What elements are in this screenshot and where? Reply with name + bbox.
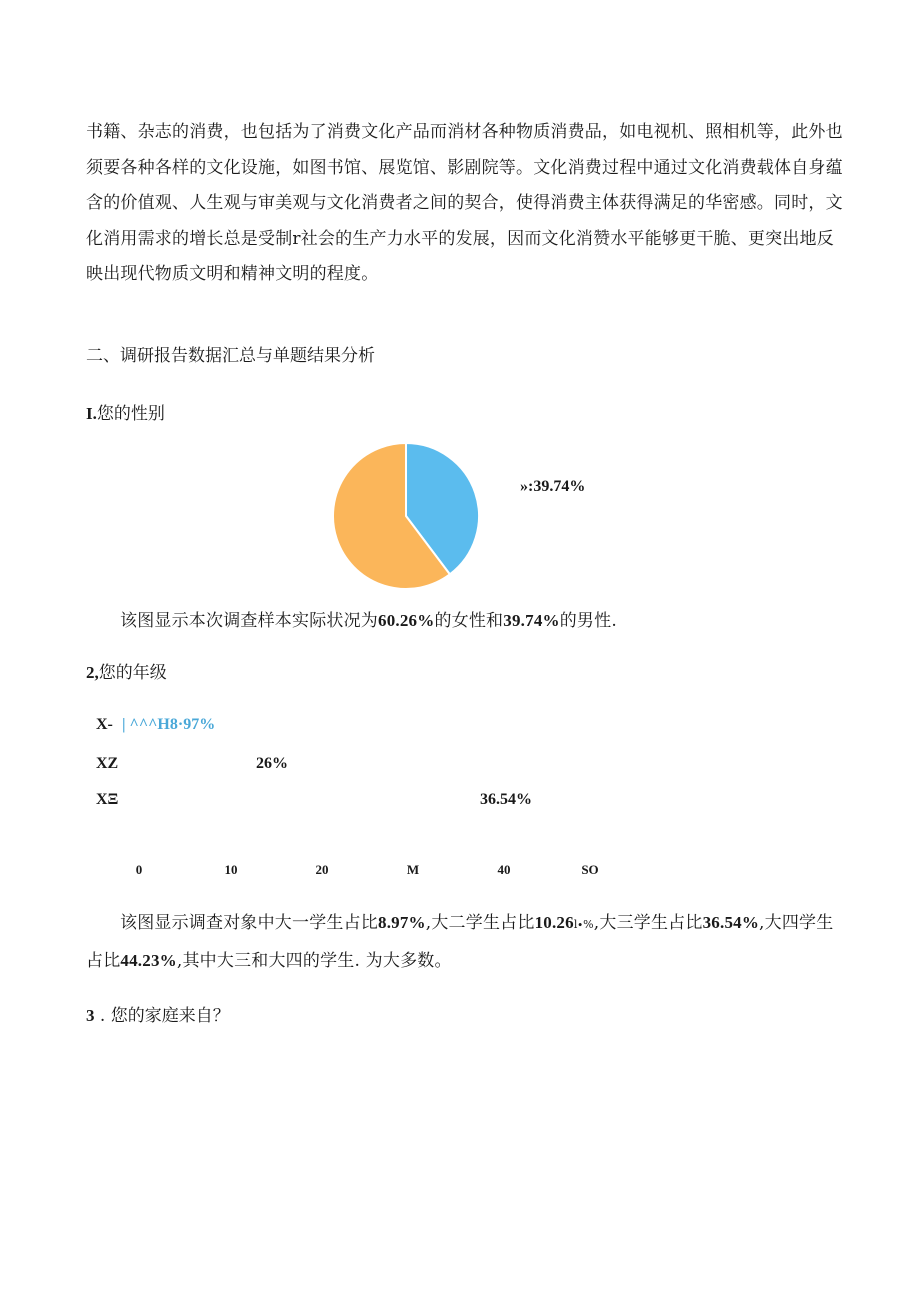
question-2-heading: [86, 658, 167, 683]
x-axis-tick: 10: [224, 862, 238, 877]
question-2-number: 2,: [86, 663, 99, 682]
q2-desc-text-5: ,其中大三和大四的学生. 为大多数。: [176, 950, 452, 971]
question-1-description: [86, 603, 846, 640]
bar-data-label: 26%: [256, 755, 288, 772]
x-axis-tick: 0: [135, 862, 143, 877]
x-axis-tick: 20: [315, 862, 329, 877]
q1-female-percent: 60.26%: [378, 611, 435, 630]
question-3-number: 3: [86, 1006, 95, 1025]
bar-data-label: 36.54%: [480, 791, 532, 808]
q1-desc-text-1: 该图显示本次调查样本实际状况为: [120, 611, 378, 631]
question-2-title: 您的年级: [98, 663, 167, 683]
q2-desc-text-4: ,大四学生占比: [86, 913, 834, 971]
q2-value-3: 36.54%: [702, 913, 760, 932]
q2-value-2: 10.26: [534, 913, 574, 932]
question-1-title: 您的性别: [96, 404, 165, 424]
q1-desc-text-2: 的女性和: [434, 611, 504, 631]
section-heading: 二、调研报告数据汇总与单题结果分析: [86, 346, 375, 366]
q1-male-percent: 39.74%: [503, 611, 560, 630]
gender-pie-chart: [326, 441, 492, 591]
gender-pie-svg: [326, 441, 492, 591]
pie-data-label: »:39.74%: [520, 478, 586, 495]
q2-desc-text-3: ,大三学生占比: [593, 913, 703, 933]
bar-category-label: X-: [96, 716, 113, 733]
q2-value-4: 44.23%: [120, 950, 177, 970]
q2-value-1: 8.97%: [378, 913, 426, 932]
x-axis-tick: M: [406, 862, 420, 877]
bar-category-label: XΞ: [96, 791, 119, 808]
question-3-heading: [86, 1001, 230, 1026]
q2-value-2-suffix: l∙%: [573, 918, 594, 931]
question-1-heading: [86, 399, 165, 424]
intro-paragraph: 书籍、杂志的消费，也包括为了消费文化产品而消材各种物质消费品，如电视机、照相机等，此外也须要各种各样的文化设施，如图书馆、展览馆、影剧院等。文化消费过程中通过文化消费载体自身蕴含的价值观、人生观与审美观与文化消费者之间的契合，使得消费主体获得满足的华密感。同时，文化消用需求的增长总是受制r社会的生产力水平的发展，因而文化消赞水平能够更干脆、更突出地反映出现代物质文明和精神文明的程度。: [86, 122, 843, 284]
bar-data-label: | ^^^H8·97%: [122, 716, 216, 733]
question-1-number: I.: [86, 404, 97, 423]
question-3-title: . 您的家庭来自？: [94, 1006, 230, 1026]
bar-category-label: XZ: [96, 755, 119, 772]
x-axis-tick: 40: [497, 862, 511, 877]
question-2-description: [86, 905, 846, 979]
q2-desc-text-1: 该图显示调查对象中大一学生占比: [120, 913, 378, 933]
q1-desc-text-3: 的男性.: [559, 611, 617, 631]
q2-desc-text-2: ,大二学生占比: [425, 913, 535, 933]
x-axis-tick: SO: [581, 862, 599, 877]
